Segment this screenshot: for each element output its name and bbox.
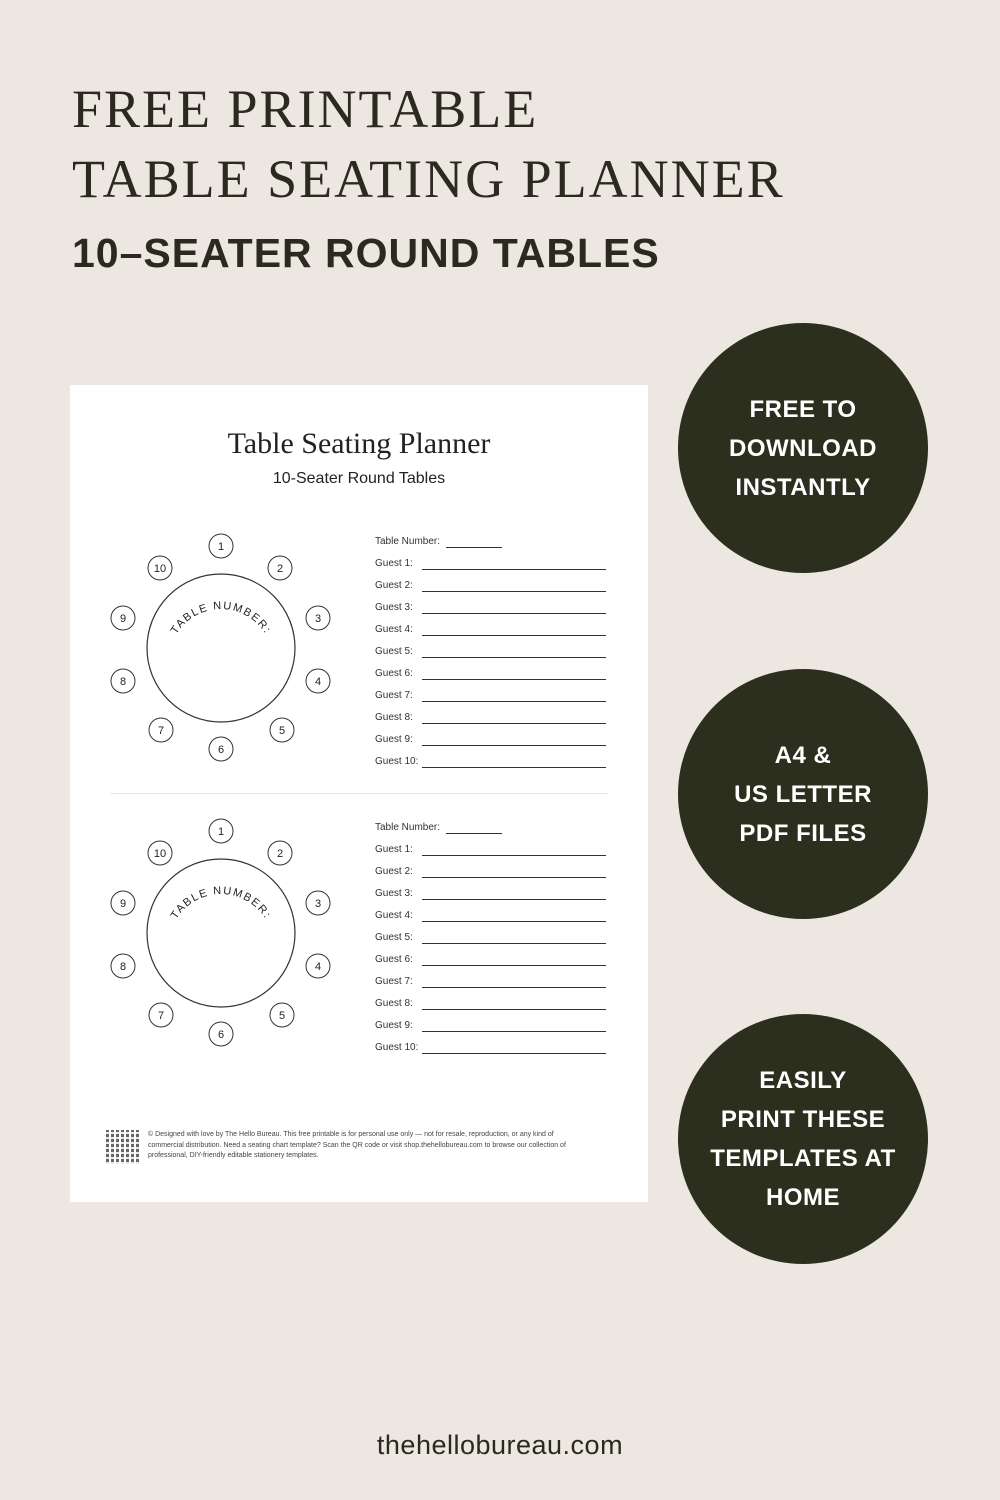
table-number-write-line [446,547,502,548]
seat-number-9: 9 [119,898,127,910]
footer-text [148,1130,618,1162]
hero-subtitle: 10–SEATER ROUND TABLES [72,230,660,276]
seat-number-1: 1 [217,541,225,553]
footer-line-3: professional, DIY-friendly editable stationery templates. [148,1152,319,1159]
table-circle [147,574,295,722]
seat-number-5: 5 [278,1010,286,1022]
seat-number-6: 6 [217,744,225,756]
hero-title [72,74,785,214]
website-url: thehellobureau.com [376,1430,624,1460]
seat-number-8: 8 [119,961,127,973]
seat-number-9: 9 [119,613,127,625]
guest-write-line [422,1009,606,1010]
table-number-label-text: Table Number: [375,822,441,833]
guest-write-line [422,591,606,592]
badge-file-formats-text: A4 & US LETTER PDF FILES [734,741,872,847]
guest-label: Guest 8: [375,998,413,1009]
badge-free-download-text: FREE TO DOWNLOAD INSTANTLY [729,395,877,501]
guest-label: Guest 1: [375,844,413,855]
table-number-write-line [446,833,502,834]
guest-write-line [422,921,606,922]
guest-write-line [422,635,606,636]
guest-label: Guest 7: [375,690,413,701]
guest-label: Guest 9: [375,1020,413,1031]
footer-line-2: commercial distribution. Need a seating chart template? Scan the QR code or visit shop.thehellobureau.com to browse our collection of [148,1141,566,1149]
guest-label: Guest 6: [375,668,413,679]
section-divider [110,793,608,794]
guest-write-line [422,569,606,570]
guest-write-line [422,1053,606,1054]
guest-write-line [422,701,606,702]
seat-number-3: 3 [314,898,322,910]
guest-label: Guest 9: [375,734,413,745]
guest-write-line [422,1031,606,1032]
guest-label: Guest 8: [375,712,413,723]
badge-file-formats [678,669,928,919]
seat-number-3: 3 [314,613,322,625]
seat-number-2: 2 [276,563,284,575]
guest-write-line [422,657,606,658]
seat-number-4: 4 [314,676,322,688]
guest-label: Guest 3: [375,888,413,899]
guest-label: Guest 3: [375,602,413,613]
seat-number-5: 5 [278,725,286,737]
badge-free-download [678,323,928,573]
footer-line-1: © Designed with love by The Hello Bureau. This free printable is for personal use only — not for resale, reproduction, or any kind of [148,1131,554,1138]
guest-write-line [422,943,606,944]
guest-write-line [422,679,606,680]
seat-number-10: 10 [153,848,167,860]
round-table-1 [111,534,330,761]
guest-label: Guest 5: [375,646,413,657]
table-number-label: TABLE NUMBER: [168,884,274,922]
guest-label: Guest 10: [375,1042,419,1053]
guest-write-line [422,965,606,966]
seat-number-6: 6 [217,1029,225,1041]
guest-write-line [422,613,606,614]
guest-label: Guest 10: [375,756,419,767]
seat-number-10: 10 [153,563,167,575]
guest-label: Guest 4: [375,910,413,921]
guest-label: Guest 6: [375,954,413,965]
guest-write-line [422,745,606,746]
badge-print-at-home-text: EASILY PRINT THESE TEMPLATES AT HOME [710,1067,896,1211]
guest-label: Guest 7: [375,976,413,987]
seat-number-4: 4 [314,961,322,973]
sheet-subtitle: 10-Seater Round Tables [272,470,446,487]
guest-write-line [422,855,606,856]
seat-number-1: 1 [217,826,225,838]
hero-title-line-2: TABLE SEATING PLANNER [72,149,785,209]
table-circle [147,859,295,1007]
guest-label: Guest 5: [375,932,413,943]
printable-sheet-preview [70,385,648,1202]
guest-label: Guest 4: [375,624,413,635]
seat-number-8: 8 [119,676,127,688]
table-number-label: TABLE NUMBER: [168,599,274,637]
hero-title-line-1: FREE PRINTABLE [72,79,539,139]
seat-number-7: 7 [157,725,165,737]
badge-print-at-home [678,1014,928,1264]
guest-label: Guest 1: [375,558,413,569]
qr-code-icon [106,1130,140,1164]
table-number-label-text: Table Number: [375,536,441,547]
guest-write-line [422,767,606,768]
seat-number-7: 7 [157,1010,165,1022]
guest-write-line [422,899,606,900]
sheet-footer [106,1130,626,1170]
round-table-2 [111,819,330,1046]
guest-write-line [422,723,606,724]
guest-write-line [422,987,606,988]
guest-label: Guest 2: [375,866,413,877]
sheet-title: Table Seating Planner [227,427,491,460]
guest-label: Guest 2: [375,580,413,591]
guest-write-line [422,877,606,878]
seat-number-2: 2 [276,848,284,860]
